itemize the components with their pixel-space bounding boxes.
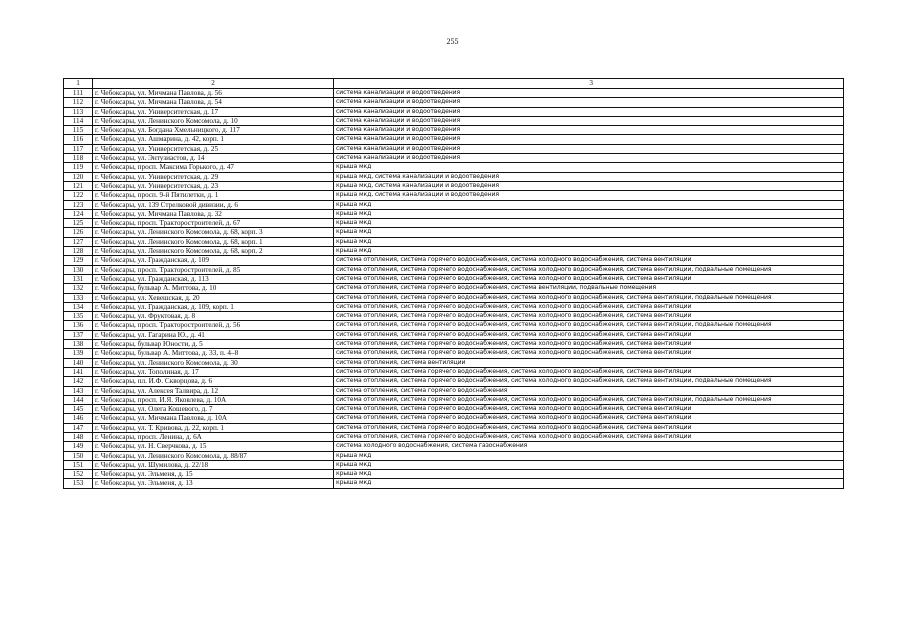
row-number: 116 xyxy=(64,135,93,144)
row-systems: система отопления, система горячего водоснабжения, система холодного водоснабжения, система вентиляции xyxy=(334,349,844,358)
row-number: 142 xyxy=(64,377,93,386)
row-address: г. Чебоксары, просп. Тракторостроителей, д. 56 xyxy=(93,321,334,330)
table-row xyxy=(64,191,844,200)
row-address: г. Чебоксары, ул. Ленинского Комсомола, д. 68, корп. 2 xyxy=(93,247,334,256)
column-header-systems: 3 xyxy=(334,79,844,89)
table-row xyxy=(64,414,844,423)
row-systems: система отопления, система горячего водоснабжения xyxy=(334,386,844,395)
row-number: 127 xyxy=(64,237,93,246)
row-systems: система отопления, система горячего водоснабжения, система вентиляции, подвальные помещения xyxy=(334,284,844,293)
row-number: 132 xyxy=(64,284,93,293)
row-address: г. Чебоксары, просп. Максима Горького, д. 47 xyxy=(93,163,334,172)
row-number: 141 xyxy=(64,367,93,376)
row-address: г. Чебоксары, просп. Тракторостроителей, д. 67 xyxy=(93,219,334,228)
row-systems: система канализации и водоотведения xyxy=(334,144,844,153)
row-address: г. Чебоксары, ул. Университетская, д. 17 xyxy=(93,107,334,116)
table-row xyxy=(64,395,844,404)
row-systems: система канализации и водоотведения xyxy=(334,154,844,163)
row-address: г. Чебоксары, бульвар А. Миттова, д. 10 xyxy=(93,284,334,293)
table-row xyxy=(64,219,844,228)
row-number: 112 xyxy=(64,98,93,107)
row-systems: система отопления, система горячего водоснабжения, система холодного водоснабжения, система вентиляции xyxy=(334,274,844,283)
row-systems: крыша мкд xyxy=(334,228,844,237)
row-systems: система отопления, система горячего водоснабжения, система холодного водоснабжения, система вентиляции xyxy=(334,432,844,441)
row-systems: система канализации и водоотведения xyxy=(334,116,844,125)
row-address: г. Чебоксары, ул. 139 Стрелковой дивизии, д. 6 xyxy=(93,200,334,209)
row-systems: система канализации и водоотведения xyxy=(334,135,844,144)
table-row xyxy=(64,126,844,135)
row-number: 115 xyxy=(64,126,93,135)
row-address: г. Чебоксары, ул. Университетская, д. 29 xyxy=(93,172,334,181)
row-number: 153 xyxy=(64,479,93,488)
row-address: г. Чебоксары, просп. И.Я. Яковлева, д. 10А xyxy=(93,395,334,404)
row-systems: система отопления, система горячего водоснабжения, система холодного водоснабжения, система вентиляции, подвальные помещения xyxy=(334,377,844,386)
row-systems: система отопления, система горячего водоснабжения, система холодного водоснабжения, система вентиляции xyxy=(334,302,844,311)
row-systems: крыша мкд xyxy=(334,200,844,209)
row-systems: крыша мкд xyxy=(334,237,844,246)
table-row xyxy=(64,181,844,190)
row-number: 123 xyxy=(64,200,93,209)
row-systems: система канализации и водоотведения xyxy=(334,89,844,98)
table-row xyxy=(64,330,844,339)
row-number: 122 xyxy=(64,191,93,200)
row-number: 149 xyxy=(64,442,93,451)
row-number: 114 xyxy=(64,116,93,125)
row-address: г. Чебоксары, ул. Ленинского Комсомола, д. 88/87 xyxy=(93,451,334,460)
row-address: г. Чебоксары, ул. Университетская, д. 23 xyxy=(93,181,334,190)
row-address: г. Чебоксары, просп. 9-й Пятилетки, д. 1 xyxy=(93,191,334,200)
table-row xyxy=(64,107,844,116)
row-address: г. Чебоксары, ул. Фруктовая, д. 8 xyxy=(93,312,334,321)
table-row xyxy=(64,293,844,302)
row-address: г. Чебоксары, ул. Эльменя, д. 13 xyxy=(93,479,334,488)
row-number: 113 xyxy=(64,107,93,116)
row-address: г. Чебоксары, бульвар А. Миттова, д. 33, п. 4–8 xyxy=(93,349,334,358)
table-row xyxy=(64,358,844,367)
row-systems: крыша мкд xyxy=(334,470,844,479)
row-systems: система канализации и водоотведения xyxy=(334,107,844,116)
row-number: 139 xyxy=(64,349,93,358)
table-row xyxy=(64,256,844,265)
row-address: г. Чебоксары, пл. И.Ф. Скворцова, д. 6 xyxy=(93,377,334,386)
table-row xyxy=(64,470,844,479)
row-systems: система отопления, система горячего водоснабжения, система холодного водоснабжения, система вентиляции xyxy=(334,423,844,432)
row-address: г. Чебоксары, просп. Тракторостроителей, д. 85 xyxy=(93,265,334,274)
row-number: 140 xyxy=(64,358,93,367)
row-systems: крыша мкд, система канализации и водоотведения xyxy=(334,181,844,190)
table-row xyxy=(64,423,844,432)
row-systems: система холодного водоснабжения, система газоснабжения xyxy=(334,442,844,451)
row-number: 150 xyxy=(64,451,93,460)
table-row xyxy=(64,116,844,125)
row-systems: крыша мкд, система канализации и водоотведения xyxy=(334,191,844,200)
row-number: 128 xyxy=(64,247,93,256)
table-row xyxy=(64,321,844,330)
row-address: г. Чебоксары, ул. Н. Сверчкова, д. 15 xyxy=(93,442,334,451)
row-systems: система отопления, система горячего водоснабжения, система холодного водоснабжения, система вентиляции, подвальные помещения xyxy=(334,265,844,274)
row-address: г. Чебоксары, ул. Шумилова, д. 22/18 xyxy=(93,460,334,469)
column-header-address: 2 xyxy=(93,79,334,89)
row-number: 135 xyxy=(64,312,93,321)
row-number: 147 xyxy=(64,423,93,432)
table-row xyxy=(64,172,844,181)
row-address: г. Чебоксары, бульвар Юности, д. 5 xyxy=(93,340,334,349)
row-address: г. Чебоксары, ул. Гражданская, д. 109 xyxy=(93,256,334,265)
row-number: 118 xyxy=(64,154,93,163)
table-row xyxy=(64,302,844,311)
row-number: 119 xyxy=(64,163,93,172)
row-number: 152 xyxy=(64,470,93,479)
row-systems: система отопления, система горячего водоснабжения, система холодного водоснабжения, система вентиляции, подвальные помещения xyxy=(334,395,844,404)
row-systems: система канализации и водоотведения xyxy=(334,98,844,107)
row-address: г. Чебоксары, ул. Хевешская, д. 20 xyxy=(93,293,334,302)
table-row xyxy=(64,98,844,107)
table-row xyxy=(64,451,844,460)
table-row xyxy=(64,377,844,386)
row-number: 124 xyxy=(64,209,93,218)
table-row xyxy=(64,442,844,451)
row-address: г. Чебоксары, ул. Тополиная, д. 17 xyxy=(93,367,334,376)
row-number: 129 xyxy=(64,256,93,265)
table-row xyxy=(64,237,844,246)
table-row xyxy=(64,209,844,218)
row-address: г. Чебоксары, ул. Ашмарина, д. 42, корп. 1 xyxy=(93,135,334,144)
table-row xyxy=(64,265,844,274)
table-row xyxy=(64,247,844,256)
row-number: 131 xyxy=(64,274,93,283)
table-row xyxy=(64,135,844,144)
row-address: г. Чебоксары, ул. Ленинского Комсомола, д. 30 xyxy=(93,358,334,367)
row-systems: крыша мкд xyxy=(334,460,844,469)
row-systems: система отопления, система вентиляции xyxy=(334,358,844,367)
row-systems: крыша мкд, система канализации и водоотведения xyxy=(334,172,844,181)
row-number: 120 xyxy=(64,172,93,181)
table-row xyxy=(64,89,844,98)
row-address: г. Чебоксары, ул. Т. Кривова, д. 22, корп. 1 xyxy=(93,423,334,432)
row-number: 146 xyxy=(64,414,93,423)
row-number: 148 xyxy=(64,432,93,441)
row-number: 151 xyxy=(64,460,93,469)
row-address: г. Чебоксары, ул. Гражданская, д. 113 xyxy=(93,274,334,283)
table-row xyxy=(64,274,844,283)
column-header-number: 1 xyxy=(64,79,93,89)
row-address: г. Чебоксары, ул. Гражданская, д. 109, корп. 1 xyxy=(93,302,334,311)
row-number: 117 xyxy=(64,144,93,153)
row-number: 121 xyxy=(64,181,93,190)
row-address: г. Чебоксары, ул. Энтузиастов, д. 14 xyxy=(93,154,334,163)
row-systems: система отопления, система горячего водоснабжения, система холодного водоснабжения, система вентиляции xyxy=(334,367,844,376)
row-systems: крыша мкд xyxy=(334,209,844,218)
row-address: г. Чебоксары, ул. Университетская, д. 25 xyxy=(93,144,334,153)
row-systems: система отопления, система горячего водоснабжения, система холодного водоснабжения, система вентиляции, подвальные помещения xyxy=(334,321,844,330)
row-number: 144 xyxy=(64,395,93,404)
row-systems: система отопления, система горячего водоснабжения, система холодного водоснабжения, система вентиляции xyxy=(334,414,844,423)
row-address: г. Чебоксары, ул. Мичмана Павлова, д. 32 xyxy=(93,209,334,218)
row-number: 133 xyxy=(64,293,93,302)
row-number: 130 xyxy=(64,265,93,274)
row-address: г. Чебоксары, ул. Эльменя, д. 15 xyxy=(93,470,334,479)
row-number: 138 xyxy=(64,340,93,349)
table-header-row xyxy=(64,79,844,89)
row-systems: крыша мкд xyxy=(334,219,844,228)
row-number: 145 xyxy=(64,405,93,414)
row-systems: система канализации и водоотведения xyxy=(334,126,844,135)
table-row xyxy=(64,312,844,321)
row-address: г. Чебоксары, ул. Мичмана Павлова, д. 54 xyxy=(93,98,334,107)
table-row xyxy=(64,200,844,209)
row-number: 126 xyxy=(64,228,93,237)
row-number: 136 xyxy=(64,321,93,330)
table-row xyxy=(64,144,844,153)
row-address: г. Чебоксары, ул. Богдана Хмельницкого, д. 117 xyxy=(93,126,334,135)
row-address: г. Чебоксары, ул. Гагарина Ю., д. 41 xyxy=(93,330,334,339)
row-systems: система отопления, система горячего водоснабжения, система холодного водоснабжения, система вентиляции xyxy=(334,405,844,414)
page-number: 255 xyxy=(446,37,459,46)
table-row xyxy=(64,228,844,237)
objects-table xyxy=(63,78,844,489)
row-number: 134 xyxy=(64,302,93,311)
row-systems: система отопления, система горячего водоснабжения, система холодного водоснабжения, система вентиляции xyxy=(334,330,844,339)
row-systems: крыша мкд xyxy=(334,479,844,488)
table-row xyxy=(64,479,844,488)
row-systems: крыша мкд xyxy=(334,451,844,460)
table-row xyxy=(64,432,844,441)
row-address: г. Чебоксары, ул. Мичмана Павлова, д. 56 xyxy=(93,89,334,98)
table-row xyxy=(64,154,844,163)
row-systems: крыша мкд xyxy=(334,247,844,256)
row-systems: система отопления, система горячего водоснабжения, система холодного водоснабжения, система вентиляции xyxy=(334,312,844,321)
row-address: г. Чебоксары, ул. Олега Кошевого, д. 7 xyxy=(93,405,334,414)
row-number: 137 xyxy=(64,330,93,339)
row-address: г. Чебоксары, ул. Ленинского Комсомола, д. 68, корп. 3 xyxy=(93,228,334,237)
table-row xyxy=(64,386,844,395)
row-number: 125 xyxy=(64,219,93,228)
table-row xyxy=(64,340,844,349)
row-address: г. Чебоксары, ул. Ленинского Комсомола, д. 10 xyxy=(93,116,334,125)
row-address: г. Чебоксары, ул. Ленинского Комсомола, д. 68, корп. 1 xyxy=(93,237,334,246)
table-row xyxy=(64,349,844,358)
row-systems: система отопления, система горячего водоснабжения, система холодного водоснабжения, система вентиляции xyxy=(334,340,844,349)
row-systems: система отопления, система горячего водоснабжения, система холодного водоснабжения, система вентиляции, подвальные помещения xyxy=(334,293,844,302)
row-number: 111 xyxy=(64,89,93,98)
row-address: г. Чебоксары, просп. Ленина, д. 6А xyxy=(93,432,334,441)
row-number: 143 xyxy=(64,386,93,395)
table-row xyxy=(64,367,844,376)
table-row xyxy=(64,460,844,469)
row-address: г. Чебоксары, ул. Мичмана Павлова, д. 10А xyxy=(93,414,334,423)
row-systems: система отопления, система горячего водоснабжения, система холодного водоснабжения, система вентиляции xyxy=(334,256,844,265)
row-address: г. Чебоксары, ул. Алексея Талвира, д. 12 xyxy=(93,386,334,395)
table-row xyxy=(64,163,844,172)
table-row xyxy=(64,284,844,293)
row-systems: крыша мкд xyxy=(334,163,844,172)
table-row xyxy=(64,405,844,414)
